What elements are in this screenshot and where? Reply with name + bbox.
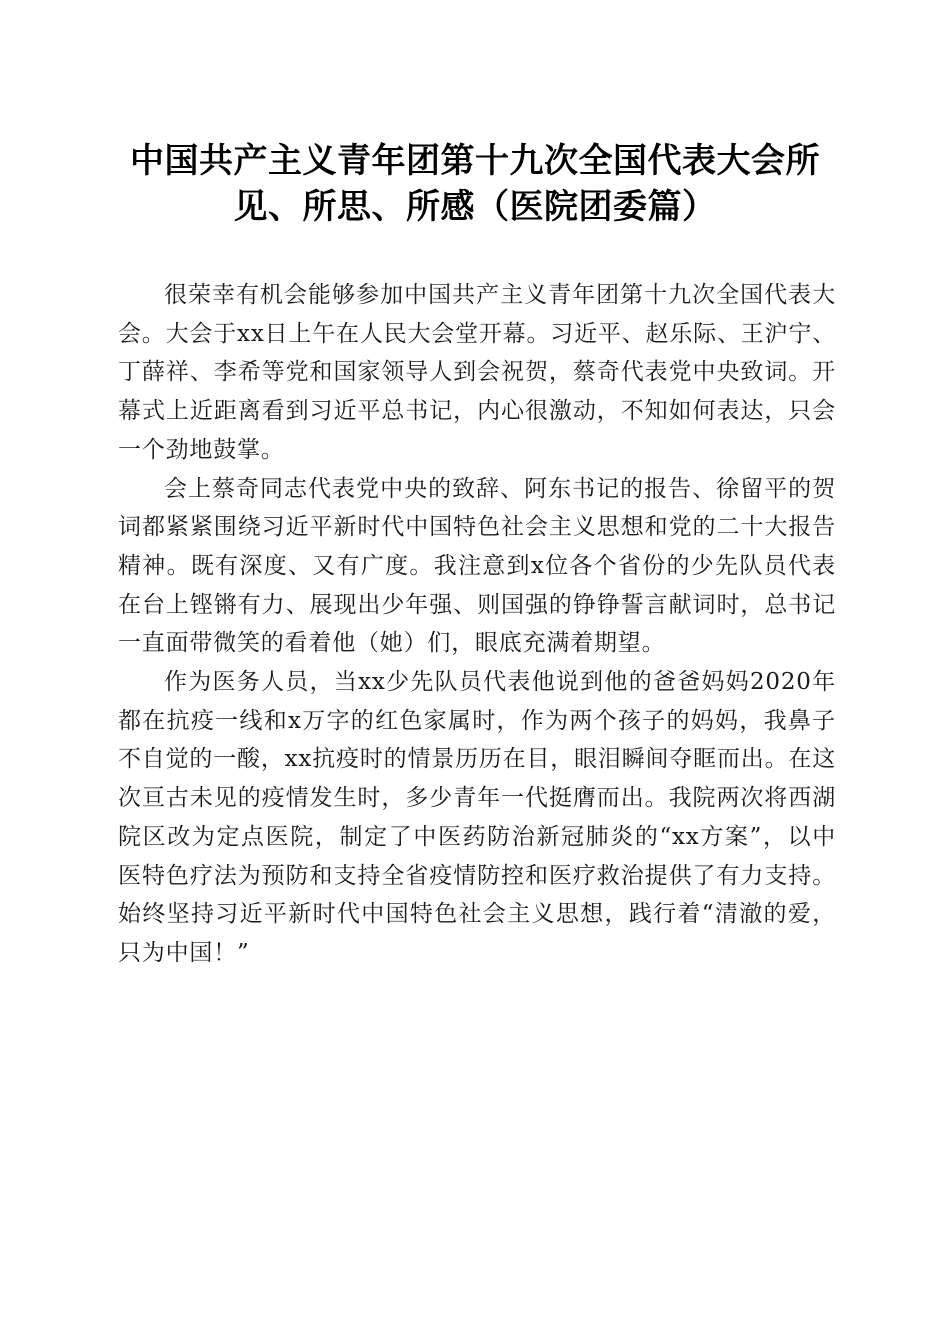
body-paragraph: 很荣幸有机会能够参加中国共产主义青年团第十九次全国代表大会。大会于xx日上午在人民大会堂开幕。习近平、赵乐际、王沪宁、丁薛祥、李希等党和国家领导人到会祝贺，蔡奇代表党中央致词。开幕式上近距离看到习近平总书记，内心很激动，不知如何表达，只会一个劲地鼓掌。: [118, 282, 836, 463]
document-title: 中国共产主义青年团第十九次全国代表大会所见、所思、所感（医院团委篇）: [130, 141, 820, 227]
document-body: [118, 276, 836, 973]
body-paragraph: 作为医务人员，当xx少先队员代表他说到他的爸爸妈妈2020年都在抗疫一线和x万字的红色家属时，作为两个孩子的妈妈，我鼻子不自觉的一酸，xx抗疫时的情景历历在目，眼泪瞬间夺眶而出。在这次亘古未见的疫情发生时，多少青年一代挺膺而出。我院两次将西湖院区改为定点医院，制定了中医药防治新冠肺炎的“xx方案”，以中医特色疗法为预防和支持全省疫情防控和医疗救治提供了有力支持。始终坚持习近平新时代中国特色社会主义思想，践行着“清澈的爱，只为中国！”: [118, 669, 836, 966]
body-paragraph: 会上蔡奇同志代表党中央的致辞、阿东书记的报告、徐留平的贺词都紧紧围绕习近平新时代中国特色社会主义思想和党的二十大报告精神。既有深度、又有广度。我注意到x位各个省份的少先队员代表在台上铿锵有力、展现出少年强、则国强的铮铮誓言献词时，总书记一直面带微笑的看着他（她）们，眼底充满着期望。: [118, 475, 836, 657]
